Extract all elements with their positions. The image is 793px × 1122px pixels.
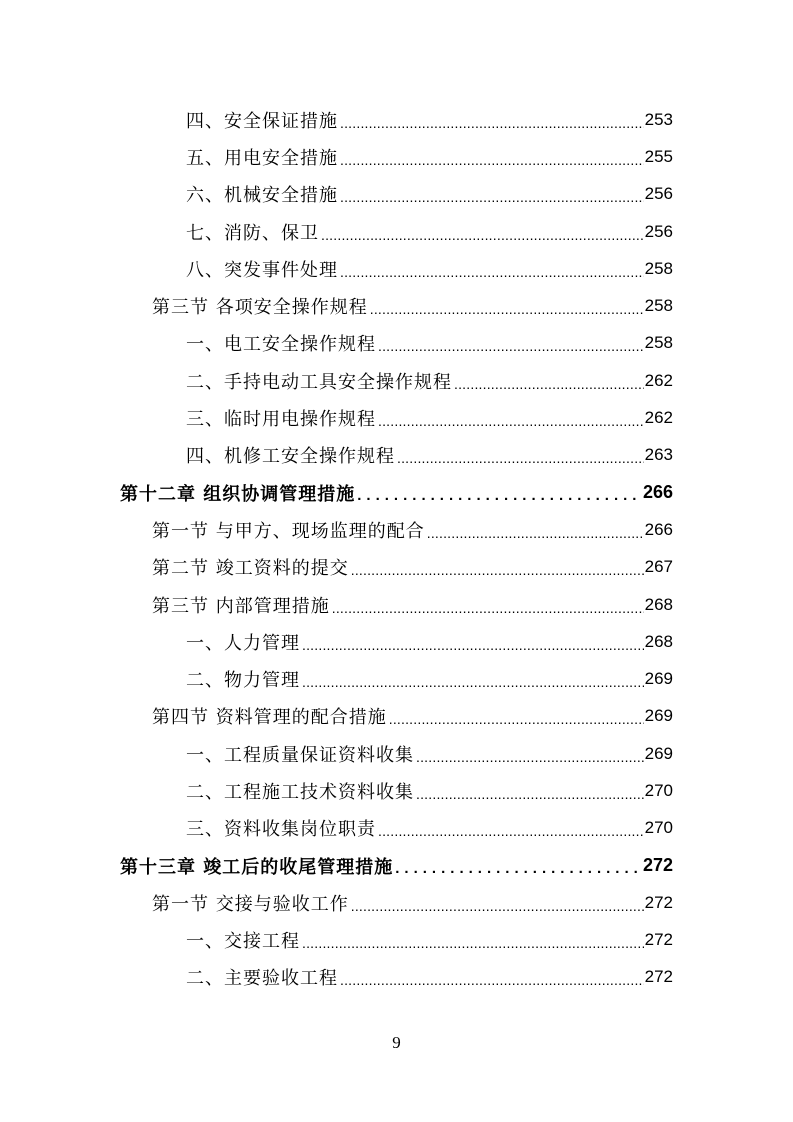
toc-chapter-entry[interactable] bbox=[0, 474, 793, 511]
toc-entry-label: 第三节 内部管理措施 bbox=[152, 592, 332, 618]
toc-leader bbox=[370, 301, 644, 317]
toc-leader bbox=[302, 637, 644, 653]
toc-leader bbox=[302, 674, 644, 690]
toc-entry-page: 269 bbox=[644, 669, 673, 689]
toc-entry-page: 266 bbox=[642, 482, 673, 503]
toc-entry[interactable] bbox=[0, 362, 793, 399]
toc-entry-label: 第二节 竣工资料的提交 bbox=[152, 554, 351, 580]
toc-entry-label: 三、临时用电操作规程 bbox=[186, 405, 378, 431]
toc-leader bbox=[351, 898, 644, 914]
toc-entry-label: 八、突发事件处理 bbox=[186, 256, 340, 282]
toc-section-entry[interactable] bbox=[0, 586, 793, 623]
toc-entry-page: 262 bbox=[644, 370, 673, 390]
toc-entry[interactable] bbox=[0, 101, 793, 138]
toc-leader bbox=[416, 749, 644, 765]
toc-entry-label: 第一节 与甲方、现场监理的配合 bbox=[152, 517, 427, 543]
toc-entry[interactable] bbox=[0, 176, 793, 213]
toc-entry-label: 七、消防、保卫 bbox=[186, 219, 321, 245]
toc-entry-page: 253 bbox=[644, 109, 673, 129]
toc-entry-label: 四、机修工安全操作规程 bbox=[186, 442, 397, 468]
toc-entry-page: 262 bbox=[644, 408, 673, 428]
toc-leader bbox=[321, 227, 644, 243]
toc-entry-page: 258 bbox=[644, 258, 673, 278]
toc-entry-label: 五、用电安全措施 bbox=[186, 144, 340, 170]
toc-entry-label: 一、工程质量保证资料收集 bbox=[186, 741, 416, 767]
toc-entry[interactable] bbox=[0, 922, 793, 959]
toc-section-entry[interactable] bbox=[0, 884, 793, 921]
toc-entry-page: 268 bbox=[644, 594, 673, 614]
toc-entry-label: 第一节 交接与验收工作 bbox=[152, 890, 351, 916]
toc-entry-page: 267 bbox=[644, 557, 673, 577]
toc-entry-page: 272 bbox=[644, 892, 673, 912]
toc-entry-label: 二、物力管理 bbox=[186, 666, 302, 692]
table-of-contents bbox=[0, 101, 793, 996]
toc-entry-page: 256 bbox=[644, 184, 673, 204]
toc-leader bbox=[378, 823, 644, 839]
toc-entry-label: 一、交接工程 bbox=[186, 927, 302, 953]
toc-leader bbox=[340, 152, 644, 168]
toc-entry[interactable] bbox=[0, 772, 793, 809]
toc-leader bbox=[427, 525, 644, 541]
toc-leader bbox=[416, 786, 644, 802]
toc-entry[interactable] bbox=[0, 138, 793, 175]
toc-entry-page: 263 bbox=[644, 445, 673, 465]
toc-leader bbox=[454, 376, 644, 392]
toc-entry-page: 268 bbox=[644, 631, 673, 651]
toc-entry-page: 270 bbox=[644, 780, 673, 800]
toc-entry-label: 一、人力管理 bbox=[186, 629, 302, 655]
toc-entry-label: 第十三章 竣工后的收尾管理措施 bbox=[120, 853, 395, 879]
toc-section-entry[interactable] bbox=[0, 549, 793, 586]
toc-entry[interactable] bbox=[0, 660, 793, 697]
toc-entry[interactable] bbox=[0, 810, 793, 847]
toc-entry-label: 六、机械安全措施 bbox=[186, 181, 340, 207]
toc-leader bbox=[340, 115, 644, 131]
toc-leader bbox=[389, 711, 644, 727]
toc-entry-page: 270 bbox=[644, 818, 673, 838]
toc-leader bbox=[340, 264, 644, 280]
toc-entry-page: 272 bbox=[644, 967, 673, 987]
toc-entry-page: 269 bbox=[644, 706, 673, 726]
toc-entry-page: 269 bbox=[644, 743, 673, 763]
toc-entry[interactable] bbox=[0, 250, 793, 287]
toc-entry-page: 256 bbox=[644, 221, 673, 241]
toc-leader bbox=[378, 413, 644, 429]
toc-leader bbox=[397, 450, 644, 466]
toc-entry-label: 第三节 各项安全操作规程 bbox=[152, 293, 370, 319]
toc-entry-label: 四、安全保证措施 bbox=[186, 107, 340, 133]
toc-leader bbox=[395, 860, 637, 877]
toc-entry-page: 258 bbox=[644, 333, 673, 353]
toc-chapter-entry[interactable] bbox=[0, 847, 793, 884]
toc-entry-page: 266 bbox=[644, 519, 673, 539]
toc-leader bbox=[351, 562, 644, 578]
toc-entry-page: 255 bbox=[644, 146, 673, 166]
toc-leader bbox=[302, 935, 644, 951]
toc-entry[interactable] bbox=[0, 325, 793, 362]
toc-entry-label: 三、资料收集岗位职责 bbox=[186, 815, 378, 841]
toc-leader bbox=[340, 972, 644, 988]
toc-leader bbox=[332, 600, 644, 616]
toc-entry-label: 二、手持电动工具安全操作规程 bbox=[186, 368, 454, 394]
toc-leader bbox=[357, 487, 637, 504]
toc-entry-page: 272 bbox=[642, 855, 673, 876]
toc-entry[interactable] bbox=[0, 213, 793, 250]
toc-section-entry[interactable] bbox=[0, 698, 793, 735]
toc-entry-label: 第十二章 组织协调管理措施 bbox=[120, 480, 357, 506]
toc-entry-page: 258 bbox=[644, 296, 673, 316]
toc-leader bbox=[378, 338, 644, 354]
toc-entry-label: 二、工程施工技术资料收集 bbox=[186, 778, 416, 804]
toc-section-entry[interactable] bbox=[0, 287, 793, 324]
page-number: 9 bbox=[392, 1033, 401, 1052]
toc-entry[interactable] bbox=[0, 623, 793, 660]
toc-entry-page: 272 bbox=[644, 930, 673, 950]
toc-section-entry[interactable] bbox=[0, 511, 793, 548]
toc-entry[interactable] bbox=[0, 959, 793, 996]
toc-entry-label: 一、电工安全操作规程 bbox=[186, 330, 378, 356]
toc-entry-label: 第四节 资料管理的配合措施 bbox=[152, 703, 389, 729]
toc-entry[interactable] bbox=[0, 399, 793, 436]
toc-entry[interactable] bbox=[0, 735, 793, 772]
toc-leader bbox=[340, 189, 644, 205]
toc-entry-label: 二、主要验收工程 bbox=[186, 964, 340, 990]
toc-entry[interactable] bbox=[0, 437, 793, 474]
